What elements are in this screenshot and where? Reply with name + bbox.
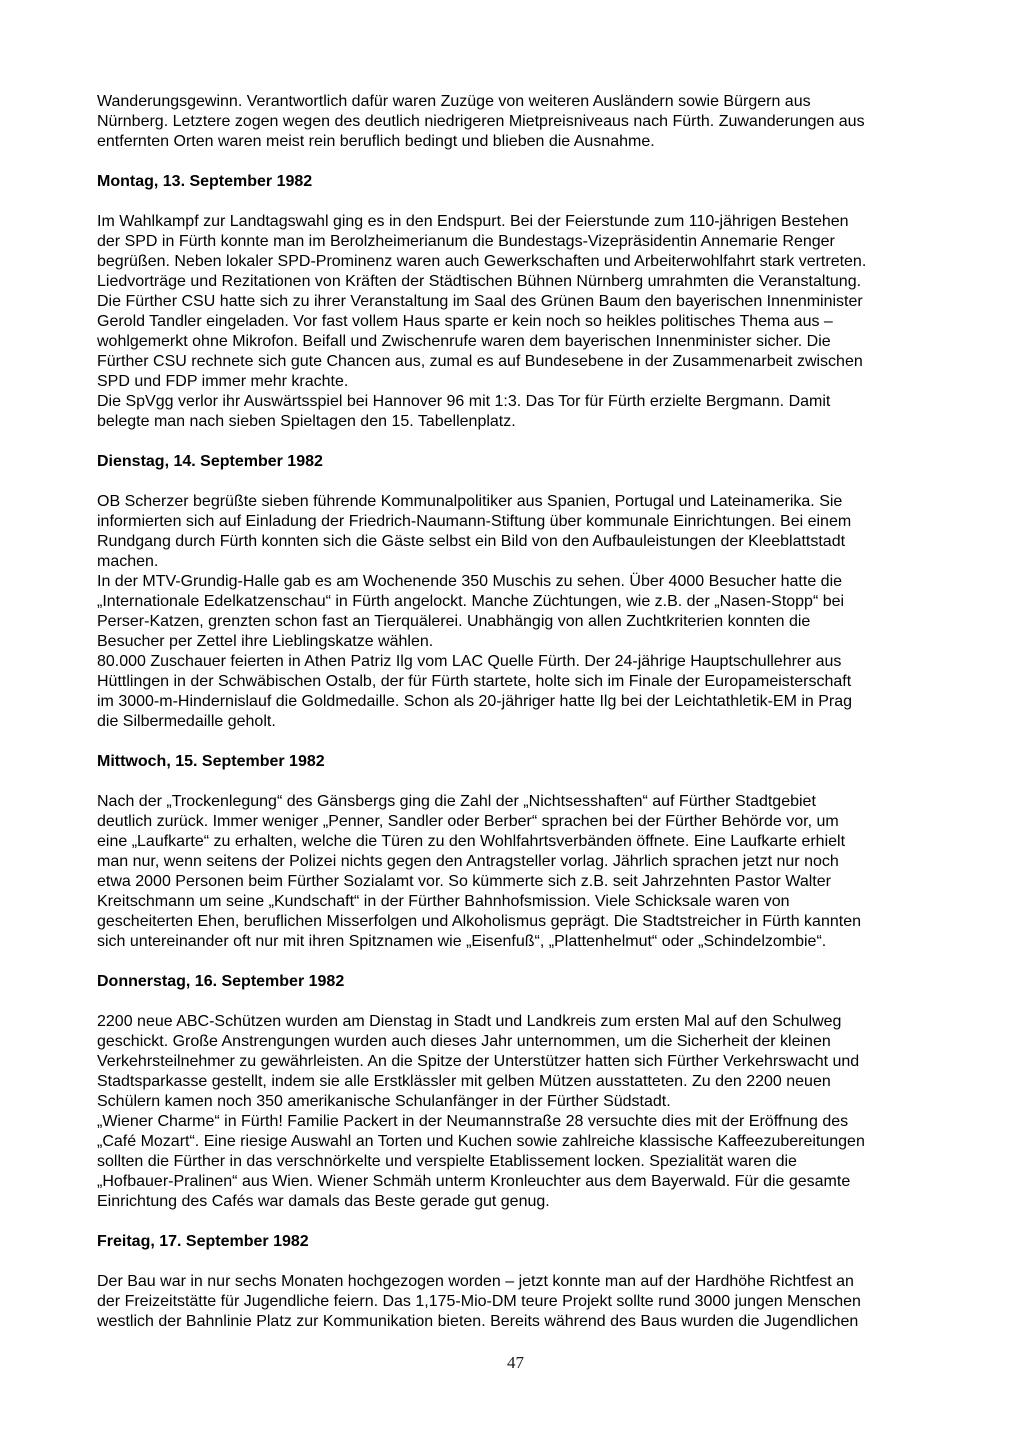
text-line: 80.000 Zuschauer feierten in Athen Patriz Ilg vom LAC Quelle Fürth. Der 24-jährige Hauptschullehrer aus (97, 653, 842, 670)
text-line: im 3000-m-Hindernislauf die Goldmedaille. Schon als 20-jähriger hatte Ilg bei der Leichtathletik-EM in Prag (97, 693, 853, 710)
text-line: eine „Laufkarte“ zu erhalten, welche die Türen zu den Wohlfahrtsverbänden öffnete. Eine Laufkarte erhielt (97, 833, 846, 850)
text-line: westlich der Bahnlinie Platz zur Kommunikation bieten. Bereits während des Baus wurden die Jugendlichen (97, 1313, 859, 1330)
text-line: etwa 2000 Personen beim Fürther Sozialamt vor. So kümmerte sich z.B. seit Jahrzehnten Pastor Walter (97, 873, 831, 890)
section-heading: Donnerstag, 16. September 1982 (97, 973, 345, 990)
text-line: Wanderungsgewinn. Verantwortlich dafür waren Zuzüge von weiteren Ausländern sowie Bürgern aus (97, 93, 811, 110)
section-heading: Freitag, 17. September 1982 (97, 1233, 309, 1250)
text-line: begrüßen. Neben lokaler SPD-Prominenz waren auch Gewerkschaften und Arbeiterwohlfahrt stark vertreten. (97, 253, 867, 270)
text-line: Verkehrsteilnehmer zu gewährleisten. An die Spitze der Unterstützer hatten sich Fürther Verkehrswacht und (97, 1053, 860, 1070)
text-line: machen. (97, 553, 159, 570)
text-line: Liedvorträge und Rezitationen von Kräften der Städtischen Bühnen Nürnberg umrahmten die Veranstaltung. (97, 273, 862, 290)
text-line: Die SpVgg verlor ihr Auswärtsspiel bei Hannover 96 mit 1:3. Das Tor für Fürth erzielte Bergmann. Damit (97, 393, 831, 410)
document-section (97, 452, 934, 732)
text-line: Stadtsparkasse gestellt, indem sie alle Erstklässler mit gelben Mützen ausstatteten. Zu den 2200 neuen (97, 1073, 831, 1090)
text-line: Besucher per Zettel ihre Lieblingskatze wählen. (97, 633, 434, 650)
document-content (97, 92, 934, 1332)
document-section (97, 1232, 934, 1332)
section-heading: Montag, 13. September 1982 (97, 173, 313, 190)
text-line: sich untereinander oft nur mit ihren Spitznamen wie „Eisenfuß“, „Plattenhelmut“ oder „Schindelzombie“. (97, 933, 827, 950)
page-number: 47 (507, 1353, 524, 1372)
paragraph (97, 1272, 934, 1332)
section-heading: Mittwoch, 15. September 1982 (97, 753, 325, 770)
document-section (97, 752, 934, 952)
text-line: Im Wahlkampf zur Landtagswahl ging es in den Endspurt. Bei der Feierstunde zum 110-jährigen Bestehen (97, 213, 849, 230)
paragraph (97, 792, 934, 952)
text-line: „Internationale Edelkatzenschau“ in Fürth angelockt. Manche Züchtungen, wie z.B. der „Nasen-Stopp“ bei (97, 593, 845, 610)
text-line: Schülern kamen noch 350 amerikanische Schulanfänger in der Fürther Südstadt. (97, 1093, 671, 1110)
text-line: die Silbermedaille geholt. (97, 713, 276, 730)
text-line: belegte man nach sieben Spieltagen den 15. Tabellenplatz. (97, 413, 516, 430)
text-line: Nach der „Trockenlegung“ des Gänsbergs ging die Zahl der „Nichtsesshaften“ auf Fürther Stadtgebiet (97, 793, 816, 810)
text-line: sollten die Fürther in das verschnörkelte und verspielte Etablissement locken. Spezialität waren die (97, 1153, 797, 1170)
text-line: Nürnberg. Letztere zogen wegen des deutlich niedrigeren Mietpreisniveaus nach Fürth. Zuwanderungen aus (97, 113, 865, 130)
text-line: Rundgang durch Fürth konnten sich die Gäste selbst ein Bild von den Aufbauleistungen der Kleeblattstadt (97, 533, 846, 550)
text-line: Die Fürther CSU hatte sich zu ihrer Veranstaltung im Saal des Grünen Baum den bayerischen Innenminister (97, 293, 863, 310)
text-line: Fürther CSU rechnete sich gute Chancen aus, zumal es auf Bundesebene in der Zusammenarbeit zwischen (97, 353, 863, 370)
paragraph (97, 492, 934, 732)
text-line: Der Bau war in nur sechs Monaten hochgezogen worden – jetzt konnte man auf der Hardhöhe Richtfest an (97, 1273, 854, 1290)
text-line: Hüttlingen in der Schwäbischen Ostalb, der für Fürth startete, holte sich im Finale der Europameisterschaft (97, 673, 852, 690)
text-line: „Café Mozart“. Eine riesige Auswahl an Torten und Kuchen sowie zahlreiche klassische Kaffeezubereitungen (97, 1133, 865, 1150)
text-line: Gerold Tandler eingeladen. Vor fast vollem Haus sparte er kein noch so heikles politisches Thema aus – (97, 313, 833, 330)
text-line: OB Scherzer begrüßte sieben führende Kommunalpolitiker aus Spanien, Portugal und Lateinamerika. Sie (97, 493, 843, 510)
text-line: der SPD in Fürth konnte man im Berolzheimerianum die Bundestags-Vizepräsidentin Annemarie Renger (97, 233, 835, 250)
text-line: informierten sich auf Einladung der Friedrich-Naumann-Stiftung über kommunale Einrichtungen. Bei einem (97, 513, 852, 530)
text-line: „Hofbauer-Pralinen“ aus Wien. Wiener Schmäh unterm Kronleuchter aus dem Bayerwald. Für die gesamte (97, 1173, 851, 1190)
paragraph (97, 92, 934, 152)
text-line: Einrichtung des Cafés war damals das Beste gerade gut genug. (97, 1193, 550, 1210)
text-line: SPD und FDP immer mehr krachte. (97, 373, 349, 390)
text-line: man nur, wenn seitens der Polizei nichts gegen den Antragsteller vorlag. Jährlich sprachen jetzt nur noch (97, 853, 839, 870)
text-line: entfernten Orten waren meist rein beruflich bedingt und blieben die Ausnahme. (97, 133, 655, 150)
text-line: Kreitschmann um seine „Kundschaft“ in der Fürther Bahnhofsmission. Viele Schicksale waren von (97, 893, 790, 910)
text-line: „Wiener Charme“ in Fürth! Familie Packert in der Neumannstraße 28 versuchte dies mit der Eröffnung des (97, 1113, 849, 1130)
text-line: geschickt. Große Anstrengungen wurden auch dieses Jahr unternommen, um die Sicherheit der kleinen (97, 1033, 831, 1050)
document-section (97, 972, 934, 1212)
text-line: der Freizeitstätte für Jugendliche feiern. Das 1,175-Mio-DM teure Projekt sollte rund 3000 jungen Menschen (97, 1293, 861, 1310)
text-line: gescheiterten Ehen, beruflichen Misserfolgen und Alkoholismus geprägt. Die Stadtstreicher in Fürth kannten (97, 913, 861, 930)
text-line: wohlgemerkt ohne Mikrofon. Beifall und Zwischenrufe waren dem bayerischen Innenminister sicher. Die (97, 333, 831, 350)
document-section (97, 172, 934, 432)
paragraph (97, 1012, 934, 1212)
text-line: Perser-Katzen, grenzten schon fast an Tierquälerei. Unabhängig von allen Zuchtkriterien konnten die (97, 613, 811, 630)
text-line: In der MTV-Grundig-Halle gab es am Wochenende 350 Muschis zu sehen. Über 4000 Besucher hatte die (97, 573, 843, 590)
text-line: deutlich zurück. Immer weniger „Penner, Sandler oder Berber“ sprachen bei der Fürther Behörde vor, um (97, 813, 839, 830)
text-line: 2200 neue ABC-Schützen wurden am Dienstag in Stadt und Landkreis zum ersten Mal auf den Schulweg (97, 1013, 842, 1030)
paragraph (97, 212, 934, 432)
section-heading: Dienstag, 14. September 1982 (97, 453, 323, 470)
document-section (97, 92, 934, 152)
